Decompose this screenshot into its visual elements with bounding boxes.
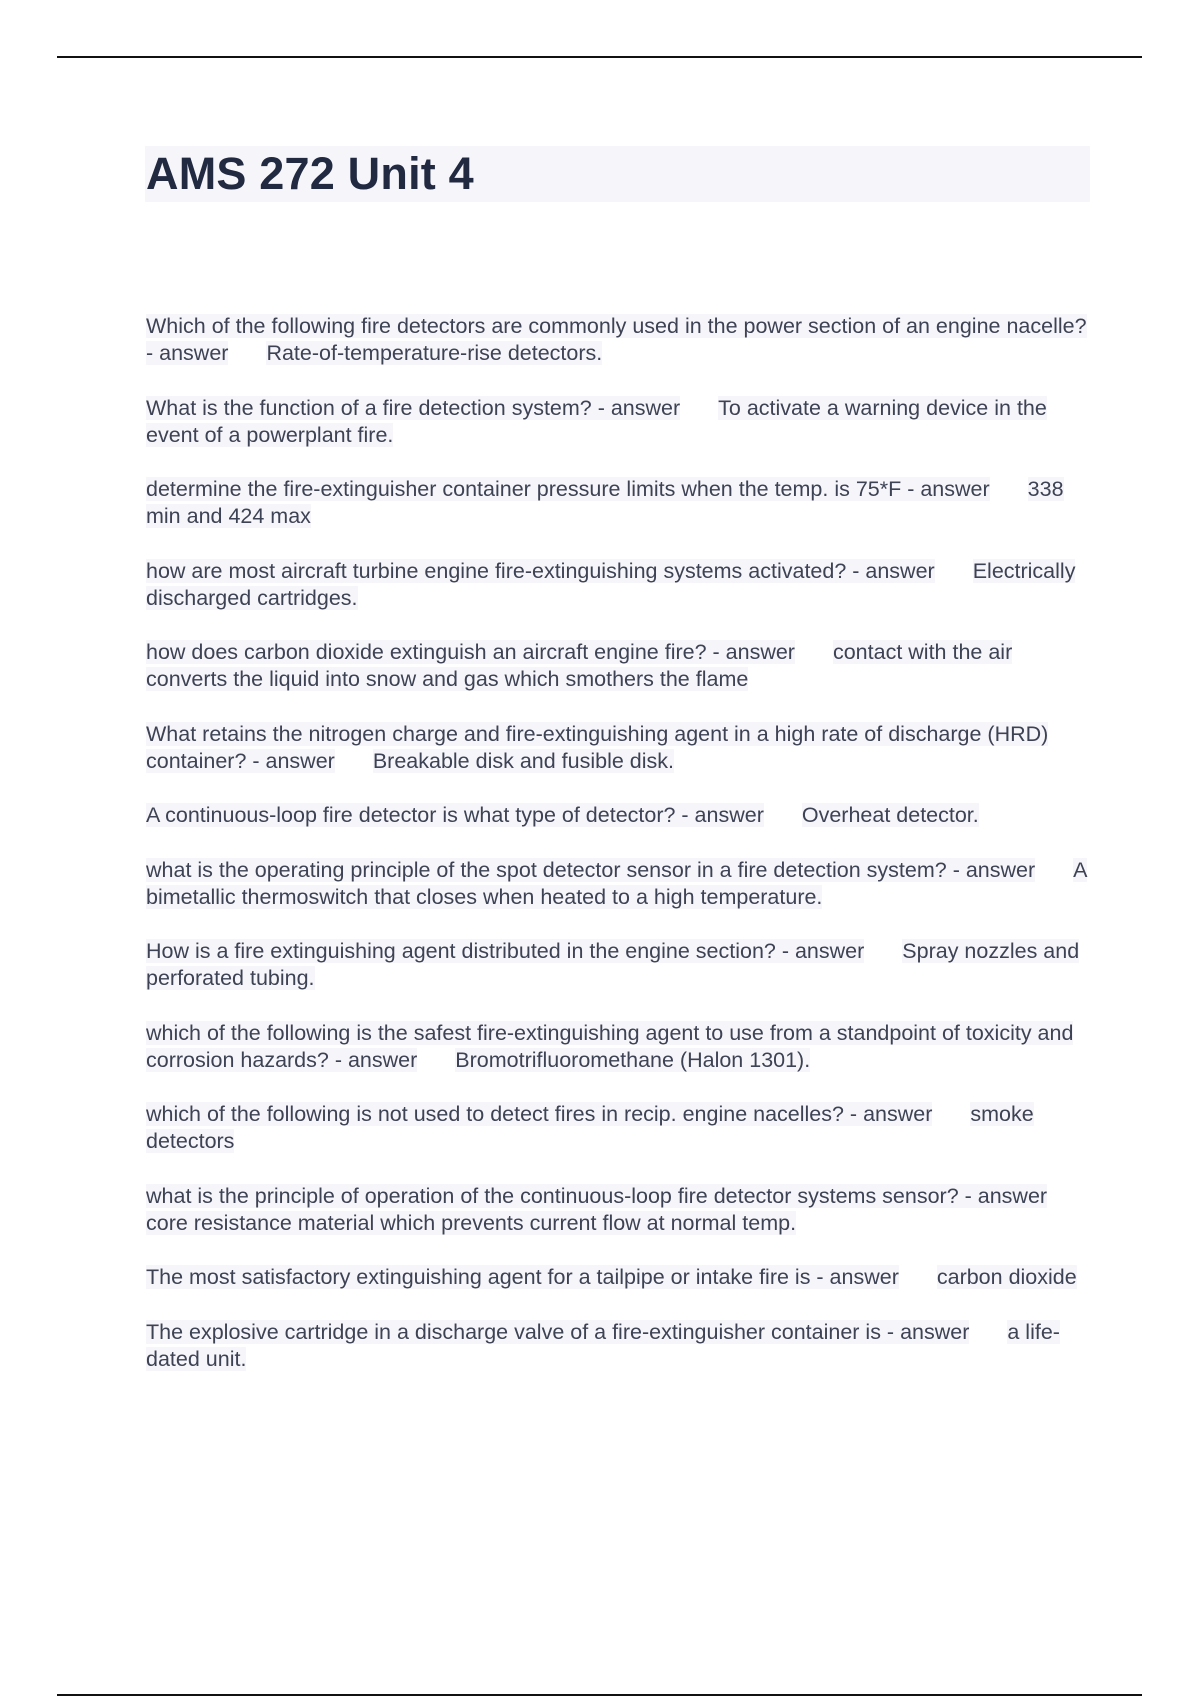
answer-text: carbon dioxide [936,1265,1077,1289]
question-text: how does carbon dioxide extinguish an aircraft engine fire? - answer [146,640,795,664]
question-text: The explosive cartridge in a discharge valve of a fire-extinguisher container is - answer [146,1319,970,1344]
answer-text: Bromotrifluoromethane (Halon 1301). [455,1047,811,1072]
qa-item [146,639,1096,693]
qa-item [146,802,1096,829]
qa-item [146,857,1096,911]
question-text: What retains the nitrogen charge and fire-extinguishing agent in a high rate of discharge (HRD) container? - answer [146,721,1049,773]
answer-text: A bimetallic thermoswitch that closes when heated to a high temperature. [146,857,1088,909]
footer-rule [57,1694,1142,1696]
qa-item [146,938,1096,992]
question-text: What is the function of a fire detection system? - answer [146,395,681,420]
qa-item [146,558,1096,612]
answer-text: smoke detectors [146,1102,1034,1153]
qa-item [146,1020,1096,1074]
qa-item [146,476,1096,530]
answer-text: To activate a warning device in the event of a powerplant fire. [146,395,1047,447]
answer-text: Breakable disk and fusible disk. [372,748,674,773]
question-text: what is the operating principle of the spot detector sensor in a fire detection system? - answer [146,857,1036,882]
question-text: which of the following is not used to detect fires in recip. engine nacelles? - answer [146,1102,933,1126]
qa-list [146,313,1096,1400]
header-rule [57,56,1142,58]
qa-item [146,1101,1096,1155]
qa-item [146,313,1096,367]
answer-text: Rate-of-temperature-rise detectors. [266,341,603,365]
qa-item [146,721,1096,775]
answer-text: 338 min and 424 max [146,477,1064,528]
question-text: Which of the following fire detectors are commonly used in the power section of an engine nacelle? - answer [146,314,1087,365]
answer-text: Overheat detector. [801,803,979,827]
question-text: How is a fire extinguishing agent distributed in the engine section? - answer [146,939,865,963]
answer-text: core resistance material which prevents current flow at normal temp. [146,1210,797,1235]
question-text: how are most aircraft turbine engine fire-extinguishing systems activated? - answer [146,558,935,583]
qa-item [146,395,1096,449]
answer-text: Spray nozzles and perforated tubing. [146,939,1080,990]
question-text: which of the following is the safest fire-extinguishing agent to use from a standpoint of toxicity and corrosion hazards? - answer [146,1020,1074,1072]
answer-text: a life-dated unit. [146,1319,1060,1371]
answer-text: contact with the air converts the liquid into snow and gas which smothers the flame [146,640,1013,691]
page-title: AMS 272 Unit 4 [146,148,474,199]
answer-text: Electrically discharged cartridges. [146,558,1076,610]
qa-item [146,1319,1096,1373]
question-text: The most satisfactory extinguishing agent for a tailpipe or intake fire is - answer [146,1265,899,1289]
qa-item [146,1183,1096,1237]
question-text: what is the principle of operation of the continuous-loop fire detector systems sensor? - answer [146,1183,1048,1208]
question-text: determine the fire-extinguisher container pressure limits when the temp. is 75*F - answer [146,477,990,501]
qa-item [146,1264,1096,1291]
question-text: A continuous-loop fire detector is what type of detector? - answer [146,803,764,827]
